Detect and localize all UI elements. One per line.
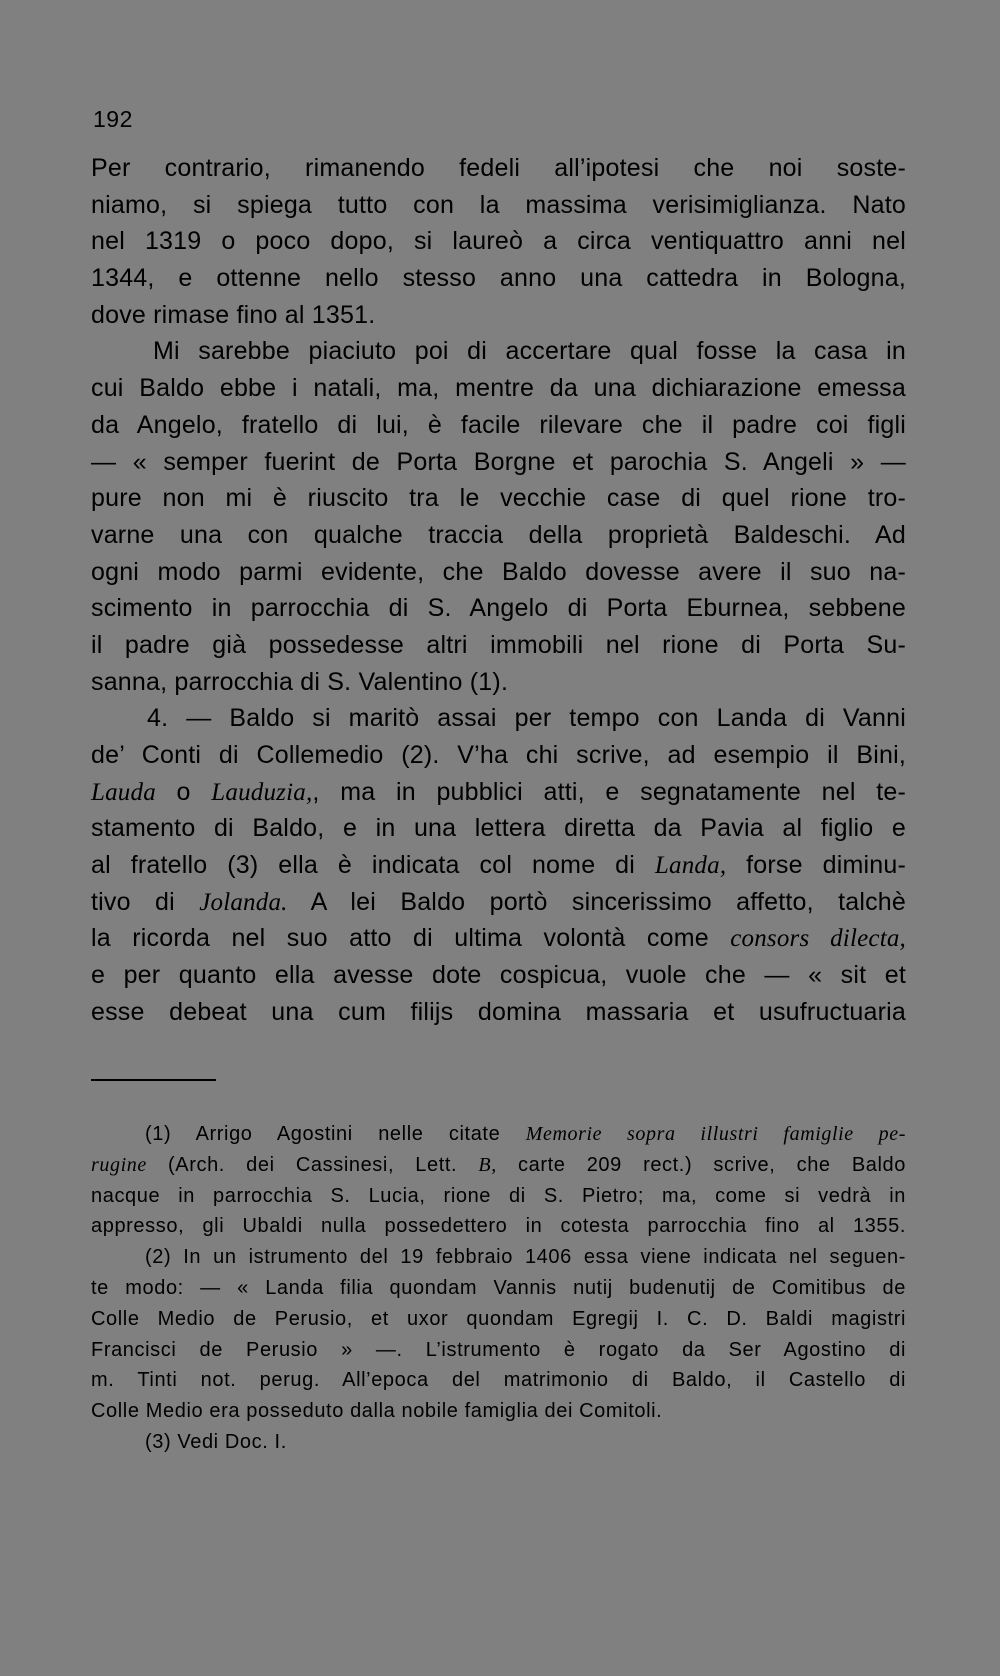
italic-word: Lauda	[91, 778, 156, 806]
italic-word: Lauduzia,	[211, 778, 313, 806]
text-line: stamento di Baldo, e in una lettera diretta da Pavia al figlio e	[91, 814, 906, 843]
text-line: Per contrario, rimanendo fedeli all’ipotesi che noi soste-	[91, 154, 906, 182]
text-line: pure non mi è riuscito tra le vecchie case di quel rione tro-	[91, 484, 906, 513]
text-line: varne una con qualche traccia della proprietà Baldeschi. Ad	[91, 520, 906, 549]
text-line: niamo, si spiega tutto con la massima verisimiglianza. Nato	[91, 190, 906, 219]
text-line: la ricorda nel suo atto di ultima volontà come consors dilecta,	[91, 924, 906, 953]
text-line: il padre già possedesse altri immobili nel rione di Porta Su-	[91, 630, 906, 659]
italic-word: rugine	[91, 1153, 147, 1176]
text-line: 4. — Baldo si maritò assai per tempo con Landa di Vanni	[147, 704, 906, 733]
text-line: Mi sarebbe piaciuto poi di accertare qual fosse la casa in	[153, 337, 906, 366]
footnote-line: appresso, gli Ubaldi nulla possedettero in cotesta parrocchia fino al 1355.	[91, 1215, 906, 1238]
text-line: e per quanto ella avesse dote cospicua, vuole che — « sit et	[91, 961, 906, 990]
footnote-line: m. Tinti not. perug. All’epoca del matrimonio di Baldo, il Castello di	[91, 1369, 906, 1392]
page-number: 192	[93, 106, 133, 132]
footnote-line: (3) Vedi Doc. I.	[145, 1430, 287, 1453]
footnote-separator	[91, 1079, 216, 1081]
text-line: da Angelo, fratello di lui, è facile rilevare che il padre coi figli	[91, 410, 906, 439]
footnote-line: nacque in parrocchia S. Lucia, rione di S. Pietro; ma, come si vedrà in	[91, 1184, 906, 1207]
footnote-line: Colle Medio era posseduto dalla nobile famiglia dei Comitoli.	[91, 1400, 663, 1423]
text-line: al fratello (3) ella è indicata col nome di Landa, forse diminu-	[91, 851, 906, 880]
text-line: — « semper fuerint de Porta Borgne et parochia S. Angeli » —	[91, 447, 906, 476]
text-line: de’ Conti di Collemedio (2). V’ha chi scrive, ad esempio il Bini,	[91, 741, 906, 769]
text-line: dove rimase fino al 1351.	[91, 300, 376, 329]
text-line: Lauda o Lauduzia,, ma in pubblici atti, e segnatamente nel te-	[91, 777, 906, 806]
text-line: sanna, parrocchia di S. Valentino (1).	[91, 667, 509, 696]
italic-word: Memorie sopra illustri famiglie pe-	[525, 1123, 906, 1145]
footnote-line: (2) In un istrumento del 19 febbraio 1406 essa viene indicata nel seguen-	[145, 1246, 906, 1269]
main-text	[91, 150, 906, 1031]
footnote-line: Francisci de Perusio » —. L’istrumento è rogato da Ser Agostino di	[91, 1338, 906, 1361]
footnotes	[91, 1119, 906, 1458]
text-line: ogni modo parmi evidente, che Baldo dovesse avere il suo na-	[91, 557, 906, 586]
italic-word: B,	[478, 1153, 497, 1176]
footnote-line: te modo: — « Landa filia quondam Vannis nutij budenutij de Comitibus de	[91, 1276, 906, 1299]
text-line: cui Baldo ebbe i natali, ma, mentre da una dichiarazione emessa	[91, 374, 906, 403]
footnote-line: (1) Arrigo Agostini nelle citate Memorie sopra illustri famiglie pe-	[145, 1123, 906, 1145]
footnote-line: rugine (Arch. dei Cassinesi, Lett. B, carte 209 rect.) scrive, che Baldo	[91, 1153, 906, 1176]
italic-word: Jolanda.	[199, 888, 288, 916]
text-line: 1344, e ottenne nello stesso anno una cattedra in Bologna,	[91, 264, 906, 293]
text-line: tivo di Jolanda. A lei Baldo portò sincerissimo affetto, talchè	[91, 887, 906, 916]
footnote-line: Colle Medio de Perusio, et uxor quondam Egregij I. C. D. Baldi magistri	[91, 1307, 906, 1330]
text-line: scimento in parrocchia di S. Angelo di Porta Eburnea, sebbene	[91, 594, 906, 623]
italic-word: Landa,	[654, 852, 727, 880]
text-line: esse debeat una cum filijs domina massaria et usufructuaria	[91, 997, 906, 1026]
italic-word: consors dilecta,	[730, 925, 906, 953]
text-line: nel 1319 o poco dopo, si laureò a circa ventiquattro anni nel	[91, 227, 906, 256]
